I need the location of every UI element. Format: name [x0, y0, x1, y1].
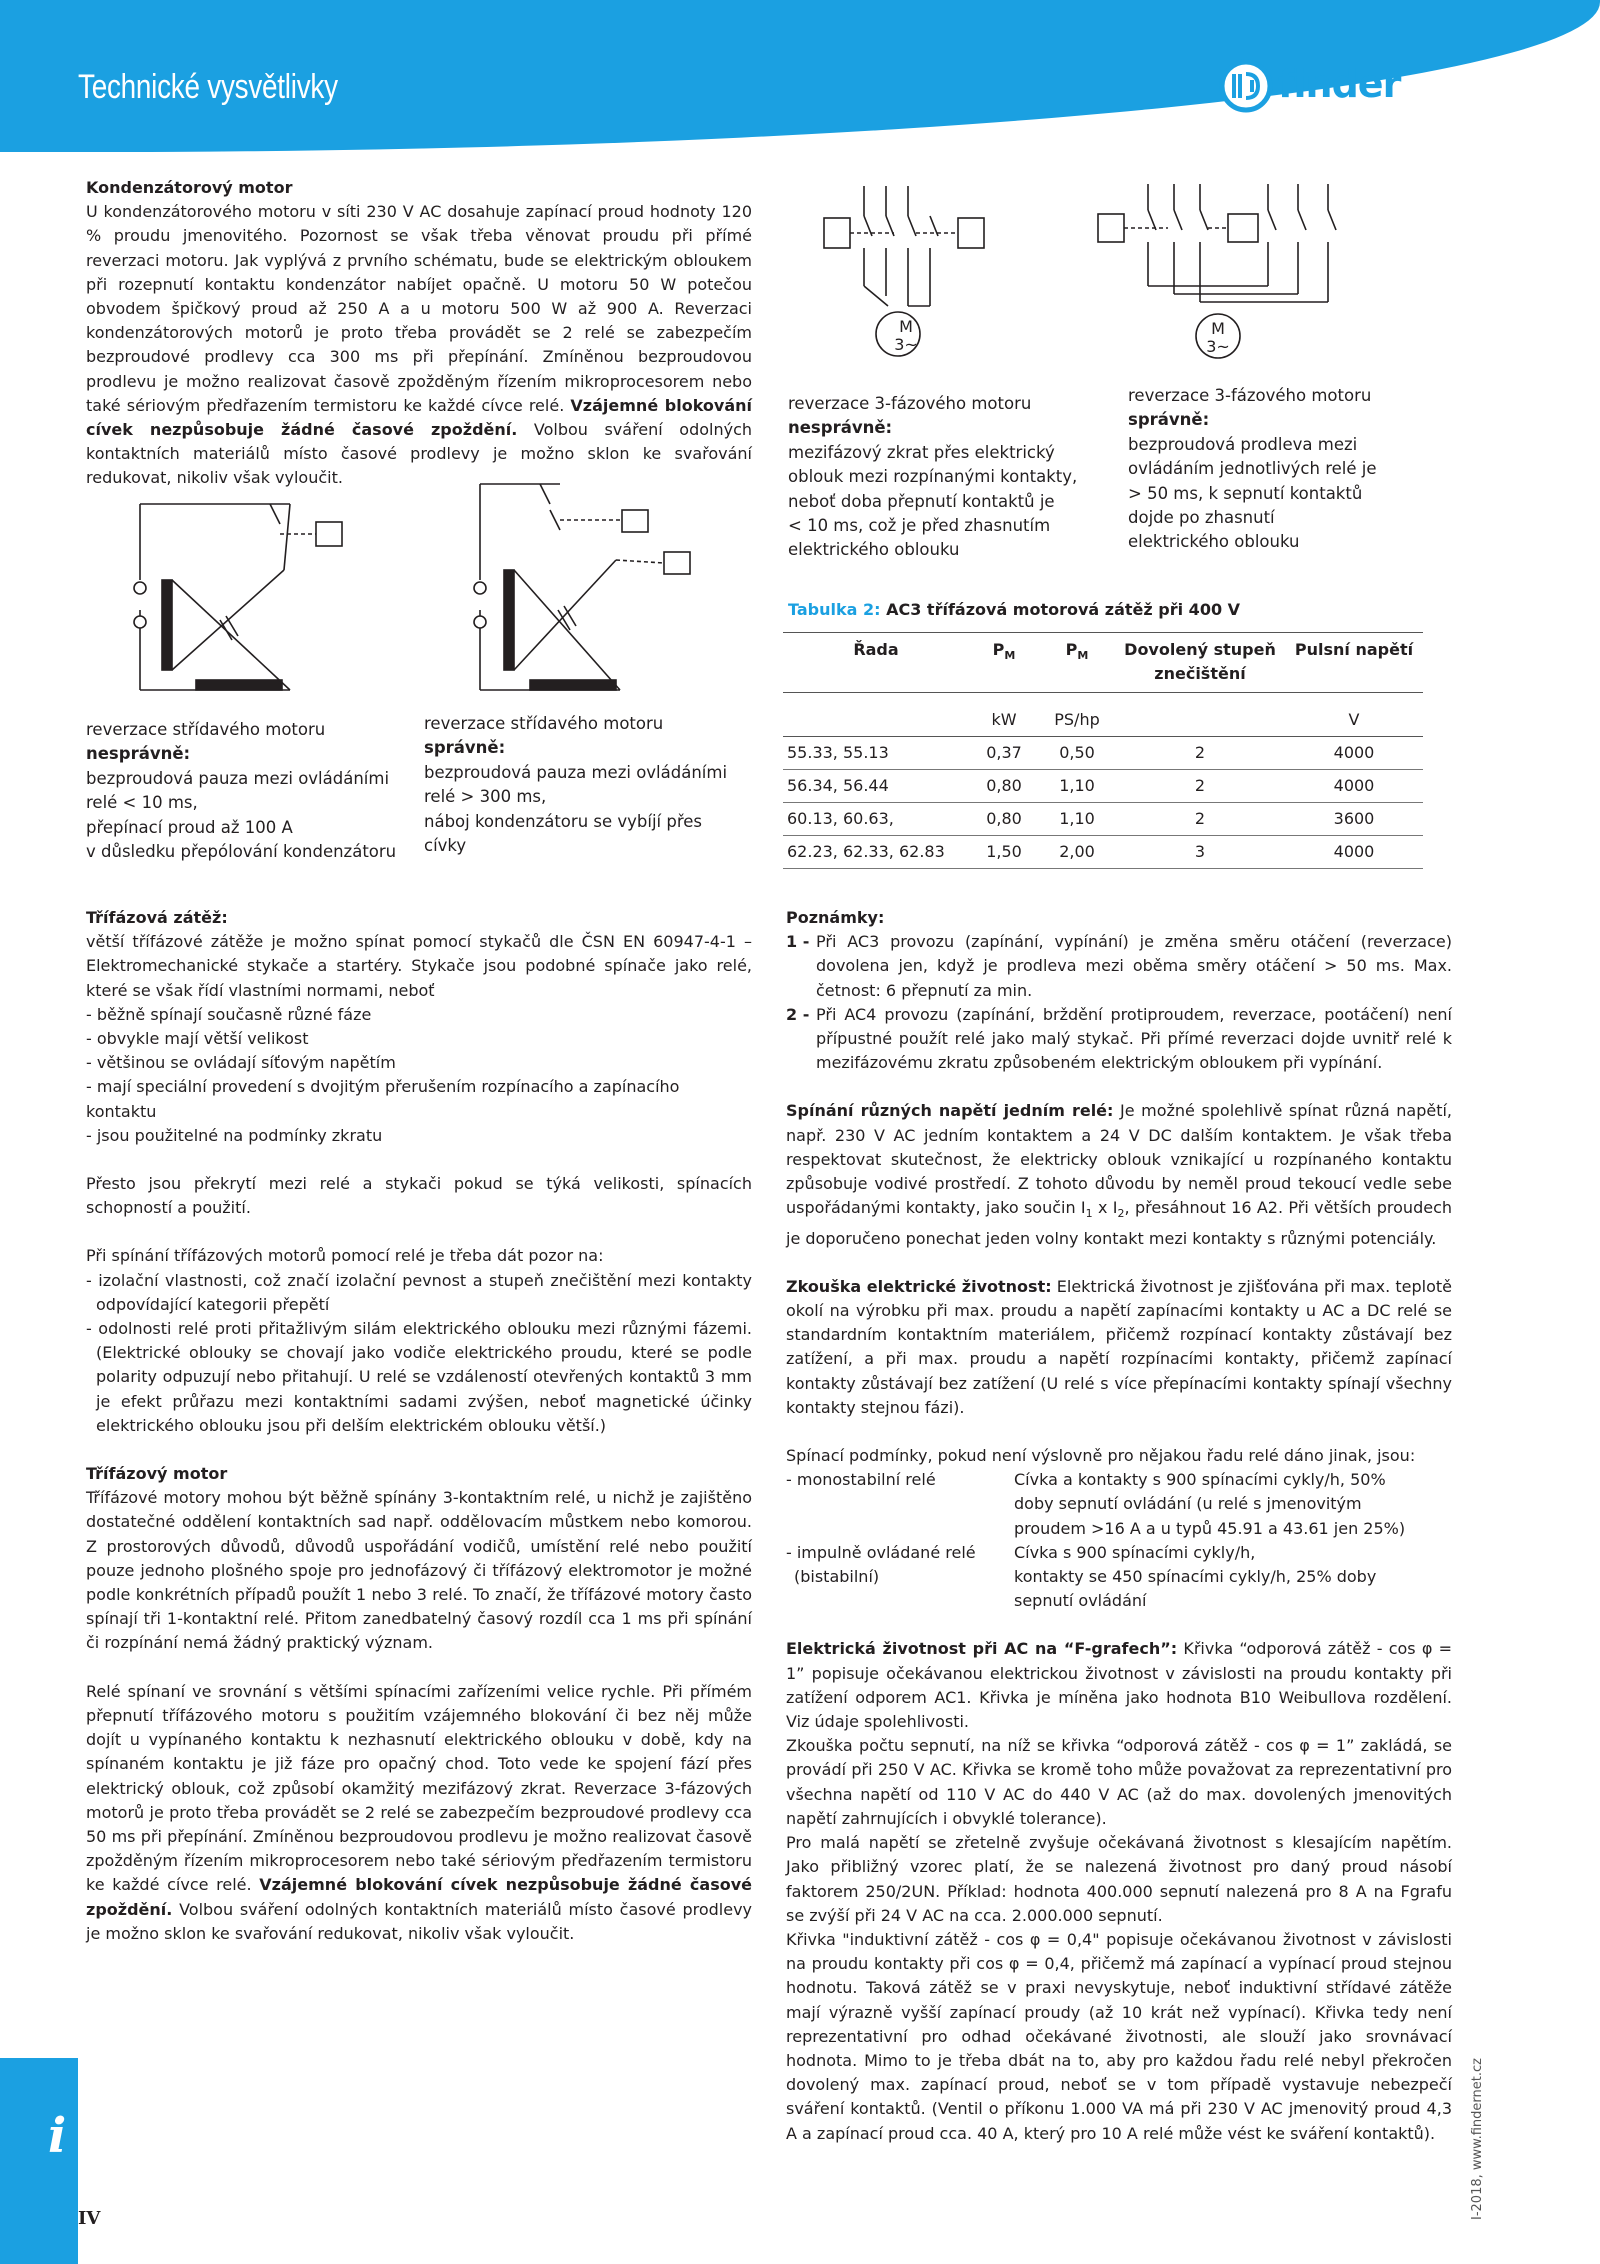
- table-header: Pulsní napětí: [1285, 633, 1423, 693]
- section-heading: Třífázová zátěž:: [86, 908, 228, 927]
- three-phase-load-section: Třífázová zátěž: větší třífázové zátěže je možno spínat pomocí stykačů dle ČSN EN 60947-4-1 – Elektromechanické stykače a startéry. Stykače jsou podobné spínače jako relé, které se však řídí vlastními normami, neboť - běžně spínají současně různé fáze - obvykle mají větší velikost - většinou se ovládají síťovým napětím - mají speciální provedení s dvojitým přerušením rozpínacího a zapínacího kontaktu - jsou použitelné na podmínky zkratu Přesto jsou překrytí mezi relé a stykači pokud se týká velikosti, spínacích schopností a použití. Při spínání třífázových motorů pomocí relé je třeba dát pozor na: - izolační vlastnosti, což značí izolační pevnost a stupeň znečištění mezi kontakty odpovídající kategorii přepětí - odolnosti relé proti přitažlivým silám elektrického oblouku mezi různými fázemi. (Elektrické oblouky se chovají jako vodiče elektrického proudu, které se podle polarity odpuzují nebo přitahují. U relé se vzdáleností otevřených kontaktů 3 mm je efekt průřazu mezi kontaktními sadami zvýšen, neboť magnetické účinky elektrického oblouku jsou při delším elektrickém oblouku větší.) Třífázový motor Třífázové motory mohou být běžně spínány 3-kontaktním relé, u nichž je zajištěno dostatečné oddělení kontaktních sad např. oddělovacím můstkem nebo komorou. Z prostorových důvodů, důvodů uspořádání vodičů, umístění relé nebo použití pouze jednoho plošného spoje pro jednofázový či třífázový elektromotor je možné podle konkrétních případů použít 1 nebo 3 relé. To značí, že třífázové motory často spínají tři 1-kontaktní relé. Přitom zanedbatelný časový rozdíl cca 1 ms při spínání či rozpínání nemá žádný praktický význam. Relé spínaní ve srovnání s většími spínacími zařízeními velice rychle. Při přímém přepnutí třífázového motoru s použitím vzájemného blokování či bez něj může dojít u vypínaného kontaktu k nezhasnutí elektrického oblouku v době, kdy na spínaném kontaktu je již fáze pro opačný chod. Toto vede ke spojení fází přes elektrický oblouk, což způsobí okamžitý mezifázový zkrat. Reverzace 3-fázových motorů je proto třeba provádět se 2 relé se zabezpečím bezproudové prodlevy cca 50 ms při přepínání. Zmíněnou bezproudovou prodlevu je možno realizovat časově zpožděným řízením mikroprocesorem nebo také sériovým předřazením termistoru ke každé cívce relé. Vzájemné blokování cívek nezpůsobuje žádné časové zpoždění. Volbou sváření odolných kontaktních materiálů místo časové prodlevy je možno sklon ke svařování redukovat, nikoliv však vyloučit.: [86, 906, 752, 1946]
- life-test: Zkouška elektrické životnost: Elektrická životnost je zjišťována při max. teplotě okolí na výrobku při max. proudu a napětí zapínacími kontakty u AC a DC relé se standardním kontaktním materiálem, přičemž rozpínací kontakty zůstávají bez zatížení, a při max. proudu a napětí rozpínacími kontakty, přičemž zapínací kontakty zůstávají bez zatížení (U relé s více přepínacími kontakty spínají všechny kontakty stejnou fázi).: [786, 1276, 1452, 1417]
- three-phase-right-caption: reverzace 3-fázového motoru správně: bezproudová prodleva mezi ovládáním jednotlivých relé je > 50 ms, k sepnutí kontaktů dojde po zhasnutí elektrického oblouku: [1128, 386, 1377, 552]
- motor-label-wrong: M 3~: [894, 317, 918, 354]
- conditions-table: - monostabilní relé Cívka a kontakty s 900 spínacími cykly/h, 50% doby sepnutí ovládání (u relé s jmenovitým proudem >16 A a u typů 45.91 a 43.61 jen 25%) - impulně ovládané relé (bistabilní) Cívka s 900 spínacími cykly/h, kontakty se 450 spínacími cykly/h, 25% doby sepnutí ovládání: [786, 1470, 1406, 1611]
- capacitor-motor-section: [86, 176, 752, 491]
- capacitor-right-caption: reverzace střídavého motoru správně: bezproudová pauza mezi ovládáními relé > 300 ms, náboj kondenzátoru se vybíjí přes cívky: [424, 714, 728, 856]
- paragraph: Relé spínaní ve srovnání s většími spínacími zařízeními velice rychle. Při přímém přepnutí třífázového motoru s použitím vzájemného blokování či bez něj může dojít u vypínaného kontaktu k nezhasnutí elektrického oblouku v době, kdy na spínaném kontaktu je již fáze pro opačný chod. Toto vede ke spojení fází přes elektrický oblouk, což způsobí okamžitý mezifázový zkrat. Reverzace 3-fázových motorů je proto třeba provádět se 2 relé se zabezpečím bezproudové prodlevy cca 50 ms při přepínání. Zmíněnou bezproudovou prodlevu je možno realizovat časově zpožděným řízením mikroprocesorem nebo také sériovým předřazením termistoru ke každé cívce relé. Vzájemné blokování cívek nezpůsobuje žádné časové zpoždění. Volbou sváření odolných kontaktních materiálů místo časové prodlevy je možno sklon ke svařování redukovat, nikoliv však vyloučit.: [86, 1681, 753, 1943]
- table-row: 55.33, 55.13 0,37 0,50 2 4000: [783, 737, 1423, 770]
- f-graph-p4: Křivka "induktivní zátěž - cos φ = 0,4" popisuje očekávanou životnost v závislosti na proudu kontakty při cos φ = 0,4, přičemž má zapínací a vypínací proud stejnou hodnotu. Taková zátěž se v praxi nevyskytuje, neboť induktivní střídavé zátěže mají výrazně vyšší zapínací proudy (až 10 krát než vypínací). Křivka tedy není reprezentativní pro odhad očekávané životnosti, ale slouží jako srovnávací hodnota. Mimo to je třeba dbát na to, aby pro každou řadu relé nebyl překročen dovolený max. zapínací proud, neboť se v tom případě vystavuje nebezpečí sváření kontaktů. (Ventil o příkonu 1.000 VA má při 230 V AC jmenovitý proud 4,3 A a zapínací proud cca. 40 A, který pro 10 A relé může vést ke sváření kontaktů).: [786, 1929, 1452, 2143]
- capacitor-right-diagram: [474, 484, 690, 690]
- motor-label-right: M 3~: [1206, 319, 1230, 356]
- finder-logo-icon: [1218, 56, 1274, 116]
- paragraph: U kondenzátorového motoru v síti 230 V AC dosahuje zapínací proud hodnoty 120 % proudu jmenovitého. Pozornost se však třeba věnovat proudu při přímé reverzaci motoru. Jak vyplývá z prvního schématu, bude se elektrickým obloukem při rozepnutí kontaktu kondenzátor nabíjet opačně. U motoru 50 W potečou obvodem špičkový proud až 250 A a u motoru 500 W až 900 A. Reverzaci kondenzátorových motorů je proto třeba provádět se 2 relé se zabezpečím bezproudové prodlevy cca 300 ms při přepínání. Zmíněnou bezproudovou prodlevu je možno realizovat časově zpožděným řízením mikroprocesorem nebo také sériovým předřazením termistoru ke každé cívce relé. Vzájemné blokování cívek nezpůsobuje žádné časové zpoždění. Volbou sváření odolných kontaktních materiálů místo časové prodlevy je možno sklon ke svařování redukovat, nikoliv však vyloučit.: [86, 202, 753, 488]
- page-title: Technické vysvětlivky: [78, 68, 338, 106]
- sidebar-tab: [0, 2058, 78, 2264]
- vertical-footer: I-2018, www.findernet.cz: [1470, 2058, 1485, 2220]
- table-row: 56.34, 56.44 0,80 1,10 2 4000: [783, 770, 1423, 803]
- f-graph-p1: Elektrická životnost při AC na “F-grafech”: Křivka “odporová zátěž - cos φ = 1” popisuje očekávanou elektrickou životnost v závislosti na proudu kontakty při zatížení odporem AC1. Křivka je míněna jako hodnota B10 Weibullova rozdělení. Viz údaje spolehlivosti.: [786, 1639, 1452, 1732]
- finder-logo: [1218, 56, 1458, 116]
- right-column: [786, 906, 1452, 2146]
- table-header-row: [783, 633, 1423, 693]
- section-heading: Třífázový motor: [86, 1464, 228, 1484]
- note-item: 2 - Při AC4 provozu (zapínání, brždění protiproudem, reverzace, pootáčení) není přípustné použít relé jako malý stykač. Při přímé reverzaci dojde uvnitř relé k mezifázovému zkratu způsobeném elektrickým obloukem při vypínání.: [786, 1004, 1452, 1073]
- ac3-table: [783, 632, 1423, 869]
- table-header: $P_M$: [1039, 633, 1115, 693]
- three-phase-wrong-caption: reverzace 3-fázového motoru nesprávně: mezifázový zkrat přes elektrický oblouk mezi rozpínanými kontakty, neboť doba přepnutí kontaktů je < 10 ms, což je před zhasnutím elektrického oblouku: [788, 394, 1078, 560]
- f-graph-p2: Zkouška počtu sepnutí, na níž se křivka “odporová zátěž - cos φ = 1” zakládá, se provádí při 250 V AC. Křivka se kromě toho může považovat za reprezentativní pro všechna napětí od 110 V AC do 440 V AC (až do max. dovolených jmenovitých napětí zahrnujících i obvyklé tolerance).: [786, 1736, 1453, 1828]
- switching-voltages: Spínání různých napětí jedním relé: Je možné spolehlivě spínat různá napětí, např. 230 V AC jedním kontaktem a 24 V DC dalším kontaktem. Je však třeba respektovat skutečnost, že elektricky oblouk vznikající u rozpínaného kontaktu způsobuje vodivé prostředí. Z tohoto důvodu by neměl proud tekoucí vedle sebe uspořádanými kontakty, jako součin $I_1$ x $I_2$, přesáhnout 16 A2. Při větších proudech je doporučeno ponechat jeden volny kontakt mezi kontakty s různými potenciály.: [786, 1101, 1453, 1248]
- section-heading: Poznámky:: [786, 908, 885, 927]
- f-graph-p3: Pro malá napětí se zřetelně zvyšuje očekávaná životnost s klesajícím napětím. Jako přibližný vzorec platí, že se nalezená životnost pro daný proud násobí faktorem 250/2UN. Příklad: hodnota 400.000 sepnutí nalezená pro 8 A na Fgrafu se zvýší při 24 V AC na cca. 2.000.000 sepnutí.: [786, 1833, 1452, 1925]
- table-header: $P_M$: [969, 633, 1039, 693]
- info-icon: i: [48, 2108, 67, 2164]
- brand-name: finder: [1278, 62, 1401, 106]
- table-row: 60.13, 60.63, 0,80 1,10 2 3600: [783, 803, 1423, 836]
- page-number: IV: [78, 2208, 101, 2229]
- section-heading: Kondenzátorový motor: [86, 178, 293, 197]
- table-units-row: kW PS/hp V: [783, 693, 1423, 737]
- table-header: Dovolený stupeň znečištění: [1115, 633, 1285, 693]
- conditions-intro: Spínací podmínky, pokud není výslovně pro nějakou řadu relé dáno jinak, jsou:: [786, 1446, 1416, 1466]
- capacitor-wrong-diagram: [134, 504, 342, 690]
- note-item: 1 - Při AC3 provozu (zapínání, vypínání) je změna směru otáčení (reverzace) dovolena jen, když je prodleva mezi oběma směry otáčení > 50 ms. Max. četnost: 6 přepnutí za min.: [786, 932, 1452, 1000]
- table-row: 62.23, 62.33, 62.83 1,50 2,00 3 4000: [783, 836, 1423, 869]
- capacitor-wrong-caption: reverzace střídavého motoru nesprávně: bezproudová pauza mezi ovládáními relé < 10 ms, přepínací proud až 100 A v důsledku přepólování kondenzátoru: [86, 720, 397, 862]
- table-header: Řada: [783, 633, 969, 693]
- table-title: Tabulka 2: AC3 třífázová motorová zátěž při 400 V: [788, 600, 1241, 619]
- capacitor-diagrams: [120, 480, 740, 700]
